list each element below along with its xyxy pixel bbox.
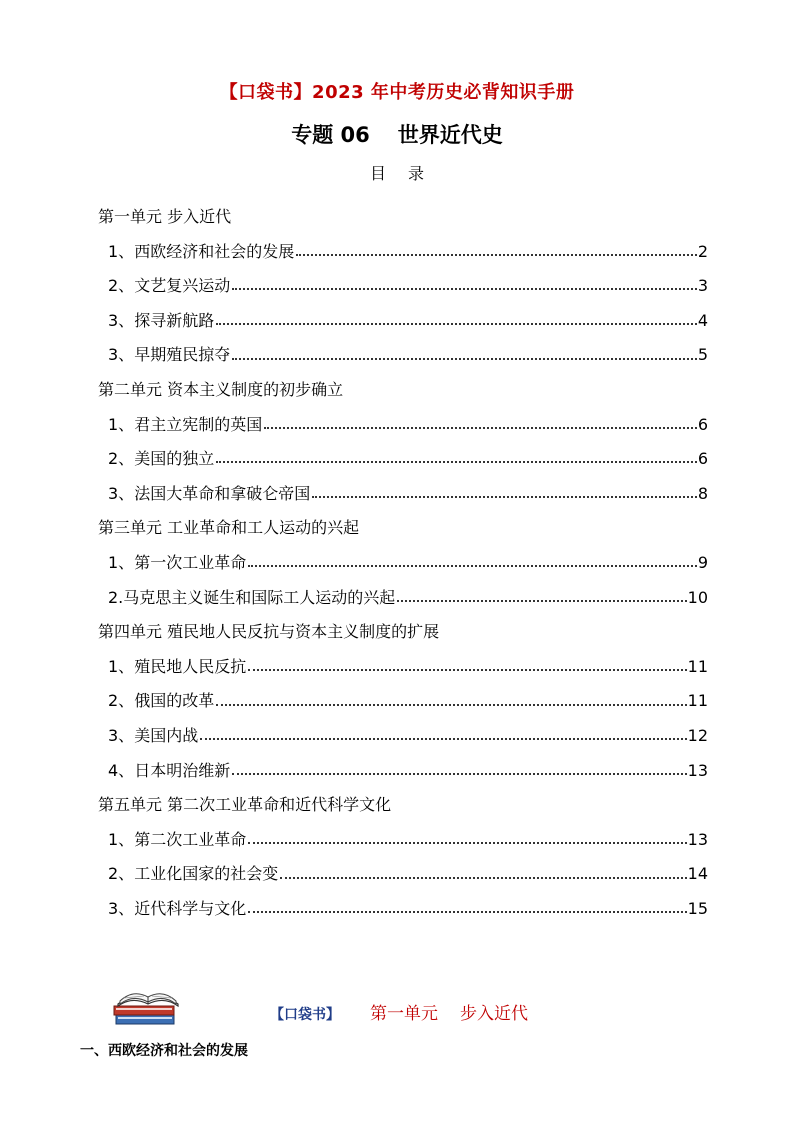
- toc-unit: 第二单元 资本主义制度的初步确立: [98, 379, 344, 399]
- toc-entry-page: 15: [687, 898, 708, 918]
- toc-entry-page: 13: [687, 760, 708, 780]
- toc-entry-page: 10: [687, 587, 708, 607]
- toc-entry-number: 4、: [108, 760, 135, 780]
- banner-unit: 第一单元: [370, 1004, 438, 1024]
- toc-entry-number: 1、: [108, 656, 135, 676]
- dot-leader: [216, 461, 697, 463]
- section-banner: [0, 975, 794, 1035]
- toc-entry-label: 探寻新航路: [134, 310, 215, 330]
- toc-entry[interactable]: [98, 546, 708, 581]
- toc-entry-page: 6: [697, 449, 708, 469]
- document-title: 【口袋书】2023 年中考历史必背知识手册: [219, 82, 575, 103]
- dot-leader: [248, 669, 686, 671]
- toc-entry-page: 11: [687, 656, 708, 676]
- topic-title: [0, 119, 794, 149]
- dot-leader: [264, 427, 697, 429]
- dot-leader: [232, 288, 697, 290]
- toc-entry-label: 美国内战: [134, 725, 199, 745]
- toc-unit: 第一单元 步入近代: [98, 207, 232, 226]
- toc-entry-page: 12: [687, 725, 708, 745]
- toc-unit: 第五单元 第二次工业革命和近代科学文化: [98, 795, 392, 815]
- toc-entry[interactable]: [98, 304, 708, 339]
- toc-unit: 第三单元 工业革命和工人运动的兴起: [98, 518, 360, 538]
- toc-entry-number: 1、: [108, 241, 135, 261]
- toc-entry-number: 3、: [108, 483, 135, 503]
- dot-leader: [232, 773, 686, 775]
- toc-entry-page: 3: [697, 276, 708, 296]
- toc-entry[interactable]: [98, 684, 708, 719]
- toc-entry-number: 2、: [108, 449, 135, 469]
- dot-leader: [248, 911, 686, 913]
- toc-entry-label: 文艺复兴运动: [134, 276, 231, 296]
- book-stack-icon: [110, 975, 186, 1029]
- dot-leader: [397, 600, 686, 602]
- toc-entry-number: 2、: [108, 691, 135, 711]
- dot-leader: [216, 704, 686, 706]
- toc-entry-page: 8: [697, 483, 708, 503]
- toc-entry[interactable]: [98, 823, 708, 858]
- toc-entry-label: 美国的独立: [134, 449, 215, 469]
- toc-entry[interactable]: [98, 269, 708, 304]
- toc-entry[interactable]: [98, 338, 708, 373]
- toc-entry-label: 日本明治维新: [134, 760, 231, 780]
- topic-name: 世界近代史: [397, 123, 503, 147]
- dot-leader: [296, 254, 697, 256]
- toc-entry-label: 君主立宪制的英国: [134, 414, 263, 434]
- dot-leader: [200, 738, 686, 740]
- toc-entry[interactable]: [98, 408, 708, 443]
- toc-entry-label: 第一次工业革命: [134, 552, 247, 572]
- toc-entry-label: 第二次工业革命: [134, 829, 247, 849]
- section-heading: 一、西欧经济和社会的发展: [80, 1043, 248, 1059]
- toc-entry-label: 俄国的改革: [134, 691, 215, 711]
- toc-entry-page: 11: [687, 691, 708, 711]
- banner-text: [270, 999, 528, 1024]
- topic-label: 专题 06: [291, 123, 370, 147]
- toc-entry-label: 殖民地人民反抗: [134, 656, 247, 676]
- toc-entry-number: 3、: [108, 898, 135, 918]
- dot-leader: [312, 496, 697, 498]
- dot-leader: [232, 358, 697, 360]
- toc-entry-label: 西欧经济和社会的发展: [134, 241, 295, 261]
- toc-entry-page: 13: [687, 829, 708, 849]
- toc-entry-number: 2、: [108, 864, 135, 884]
- toc-entry[interactable]: [98, 477, 708, 512]
- toc-entry-page: 2: [697, 241, 708, 261]
- toc-entry-number: 2、: [108, 276, 135, 296]
- toc-entry[interactable]: [98, 581, 708, 616]
- toc-entry-number: 1、: [108, 829, 135, 849]
- toc-entry-label: 早期殖民掠夺: [134, 345, 231, 365]
- dot-leader: [248, 842, 686, 844]
- pocket-book-tag: 【口袋书】: [270, 1007, 340, 1023]
- toc-entry[interactable]: [98, 892, 708, 927]
- toc-entry[interactable]: [98, 754, 708, 789]
- table-of-contents: [98, 200, 708, 926]
- toc-entry-label: 马克思主义诞生和国际工人运动的兴起: [123, 587, 396, 607]
- toc-entry-page: 4: [697, 310, 708, 330]
- toc-heading: 目录: [369, 164, 446, 183]
- toc-unit: 第四单元 殖民地人民反抗与资本主义制度的扩展: [98, 622, 440, 642]
- toc-entry[interactable]: [98, 650, 708, 685]
- toc-entry-number: 1、: [108, 552, 135, 572]
- toc-entry-number: 3、: [108, 345, 135, 365]
- toc-entry[interactable]: [98, 857, 708, 892]
- banner-title: 步入近代: [460, 1004, 528, 1024]
- toc-entry-number: 3、: [108, 310, 135, 330]
- toc-entry[interactable]: [98, 719, 708, 754]
- toc-entry-page: 6: [697, 414, 708, 434]
- toc-entry-label: 工业化国家的社会变: [134, 864, 279, 884]
- toc-entry-page: 9: [697, 552, 708, 572]
- toc-entry-label: 近代科学与文化: [134, 898, 247, 918]
- toc-entry-page: 5: [697, 345, 708, 365]
- toc-entry-number: 1、: [108, 414, 135, 434]
- toc-entry-number: 2.: [108, 587, 124, 607]
- toc-entry[interactable]: [98, 235, 708, 270]
- toc-entry-page: 14: [687, 864, 708, 884]
- dot-leader: [216, 323, 697, 325]
- dot-leader: [248, 565, 697, 567]
- toc-entry-label: 法国大革命和拿破仑帝国: [134, 483, 311, 503]
- toc-entry-number: 3、: [108, 725, 135, 745]
- dot-leader: [280, 877, 686, 879]
- toc-entry[interactable]: [98, 442, 708, 477]
